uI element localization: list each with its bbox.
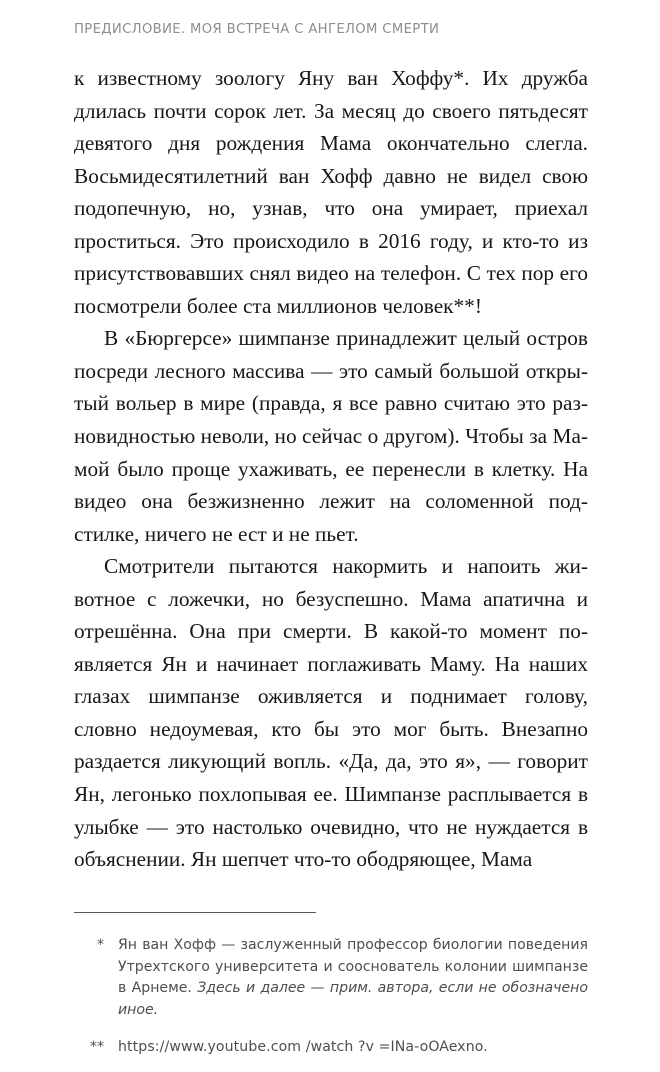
paragraph: В «Бюргерсе» шимпанзе принадлежит целый остров посреди лесного массива — это самый большой открытый вольер в мире (правда, я все равно считаю это разновидностью неволи, но сейчас о другом). Чтобы за Мамой было проще ухаживать, ее перенесли в клетку. На видео она безжизненно лежит на соломенной подстилке, ничего не ест и не пьет. (74, 326, 588, 546)
footnote-text-roman: Ян ван Хофф — заслуженный профессор биологии поведения Утрехтского университета и сооснователь колонии шимпанзе в Арнеме. (118, 937, 588, 997)
footnote-separator-rule (74, 912, 316, 913)
footnote-section (74, 912, 588, 1059)
body-text-block (74, 62, 588, 876)
footnote-marker: ** (89, 1039, 104, 1056)
footnote-item (74, 935, 588, 1021)
footnote-text (118, 935, 588, 1021)
footnote-marker: * (96, 937, 104, 953)
paragraph: Смотрители пытаются накормить и напоить животное с ложечки, но безуспешно. Мама апатична и отрешённа. Она при смерти. В какой-то момент появляется Ян и начинает поглаживать Маму. На наших глазах шимпанзе оживляется и поднимает голову, словно недоумевая, кто бы это мог быть. Внезапно раздается ликующий вопль. «Да, да, это я», — говорит Ян, легонько похлопывая ее. Шимпанзе расплывается в улыбке — это настолько очевидно, что не нуждается в объяснении. Ян шепчет что-то ободряющее, Мама (74, 554, 588, 872)
footnote-text-italic: Здесь и далее — прим. автора, если не обозначено иное. (118, 980, 588, 1018)
footnote-url[interactable]: https://www.youtube.com /watch ?v =INa-oOAexno. (118, 1039, 488, 1056)
footnote-item (74, 1037, 588, 1059)
paragraph: к известному зоологу Яну ван Хоффу*. Их дружба длилась почти сорок лет. За месяц до своего пятьдесят девятого дня рождения Мама окончательно слегла. Восьмидесятилетний ван Хофф давно не видел свою подопечную, но, узнав, что она умирает, приехал проститься. Это происходило в 2016 году, и кто-то из присутствовавших снял видео на телефон. С тех пор его посмотрели более ста миллионов человек**! (74, 66, 588, 318)
running-head: ПРЕДИСЛОВИЕ. МОЯ ВСТРЕЧА С АНГЕЛОМ СМЕРТИ (74, 22, 440, 37)
